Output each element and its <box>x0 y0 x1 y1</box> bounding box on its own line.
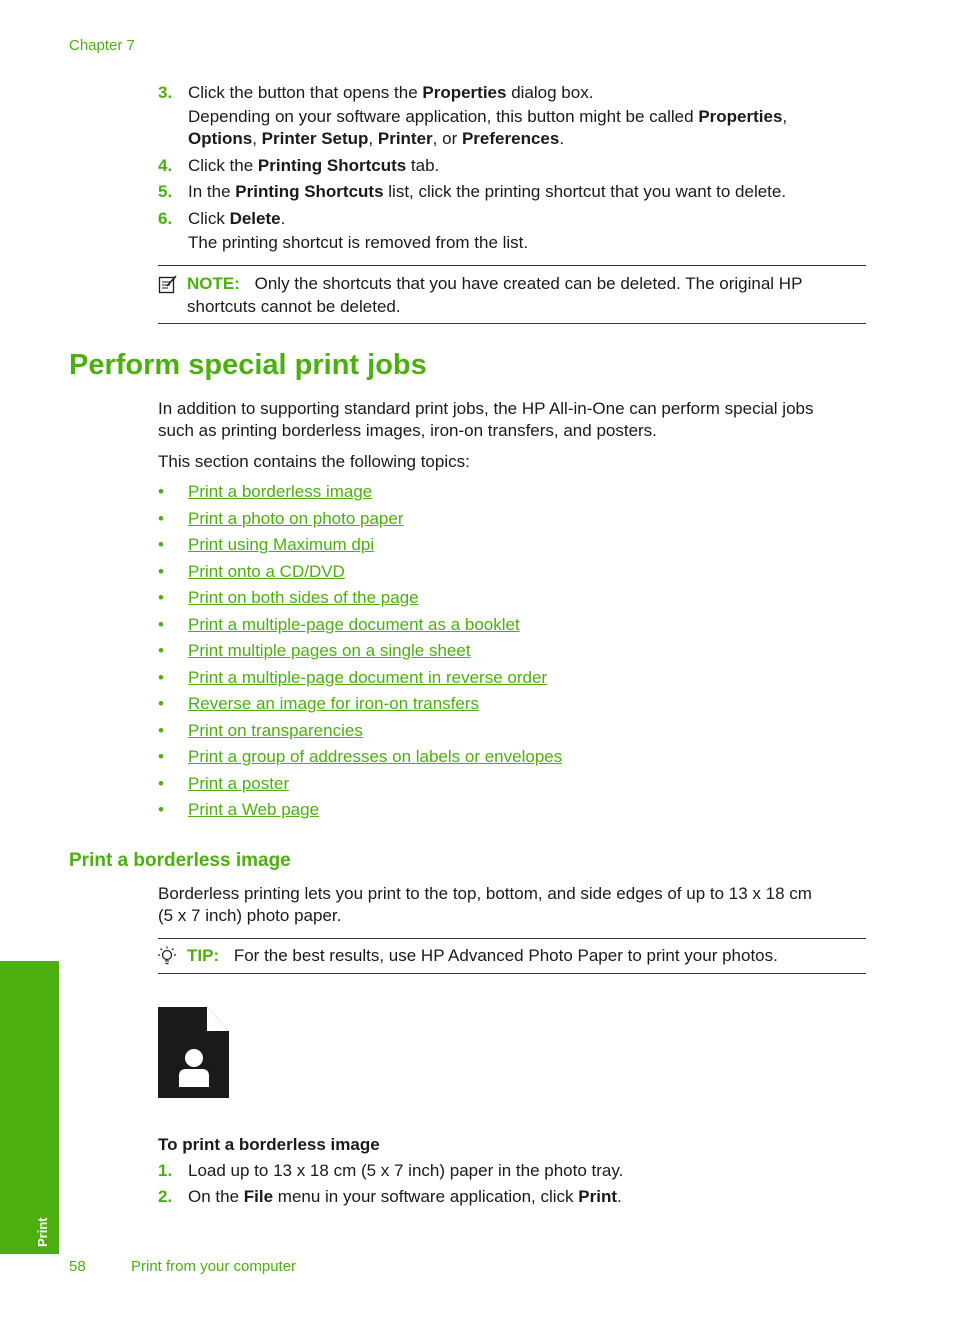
subsection-desc: Borderless printing lets you print to the top, bottom, and side edges of up to 13 x 18 cm (5 x 7 inch) photo paper. <box>158 884 812 925</box>
section-intro: In addition to supporting standard print jobs, the HP All-in-One can perform special jobs such as printing borderless images, iron-on transfers, and posters. <box>158 399 814 440</box>
topic-link[interactable]: Print on transparencies <box>188 720 363 740</box>
note-top-rule <box>158 265 866 266</box>
tip-top-rule <box>158 938 866 939</box>
topic-link[interactable]: Print using Maximum dpi <box>188 535 375 554</box>
lightbulb-icon <box>157 946 177 966</box>
step-number: 2. <box>158 1187 173 1206</box>
topic-link[interactable]: Print onto a CD/DVD <box>188 561 345 581</box>
subsection-title: Print a borderless image <box>69 850 291 871</box>
topic-link[interactable]: Print multiple pages on a single sheet <box>188 641 471 660</box>
step-number: 3. <box>158 83 173 102</box>
topic-link[interactable]: Print a multiple-page document in reverse order <box>188 667 548 687</box>
topic-link[interactable]: Print a Web page <box>188 800 320 819</box>
tip-text: TIP: For the best results, use HP Advanced Photo Paper to print your photos. <box>187 946 778 965</box>
note-bottom-rule <box>158 323 866 324</box>
note-text: NOTE: Only the shortcuts that you have created can be deleted. The original HP shortcuts cannot be deleted. <box>187 274 803 316</box>
borderless-photo-icon <box>158 1007 229 1098</box>
topic-link[interactable]: Reverse an image for iron-on transfers <box>188 694 480 713</box>
tip-bottom-rule <box>158 973 866 974</box>
topic-link[interactable]: Print a poster <box>188 773 290 793</box>
topic-link[interactable]: Print a photo on photo paper <box>188 508 404 528</box>
step-number: 4. <box>158 156 173 175</box>
section-title: Perform special print jobs <box>69 349 427 381</box>
side-tab-label: Print <box>35 1217 50 1247</box>
step-number: 5. <box>158 182 173 201</box>
step-number: 6. <box>158 209 173 228</box>
note-icon <box>158 274 178 294</box>
page-number: 58 <box>69 1258 86 1275</box>
side-tab <box>0 961 59 1254</box>
topic-link[interactable]: Print a borderless image <box>188 482 373 501</box>
note-label: NOTE: <box>187 274 240 293</box>
topic-link[interactable]: Print a multiple-page document as a booklet <box>188 614 520 634</box>
procedure-title: To print a borderless image <box>158 1135 380 1154</box>
topics-intro: This section contains the following topics: <box>158 452 470 471</box>
topic-link[interactable]: Print a group of addresses on labels or envelopes <box>188 747 563 766</box>
step-number: 1. <box>158 1161 173 1180</box>
tip-label: TIP: <box>187 946 220 965</box>
footer-title: Print from your computer <box>131 1258 297 1275</box>
topic-link[interactable]: Print on both sides of the page <box>188 588 419 607</box>
chapter-header: Chapter 7 <box>69 37 135 54</box>
